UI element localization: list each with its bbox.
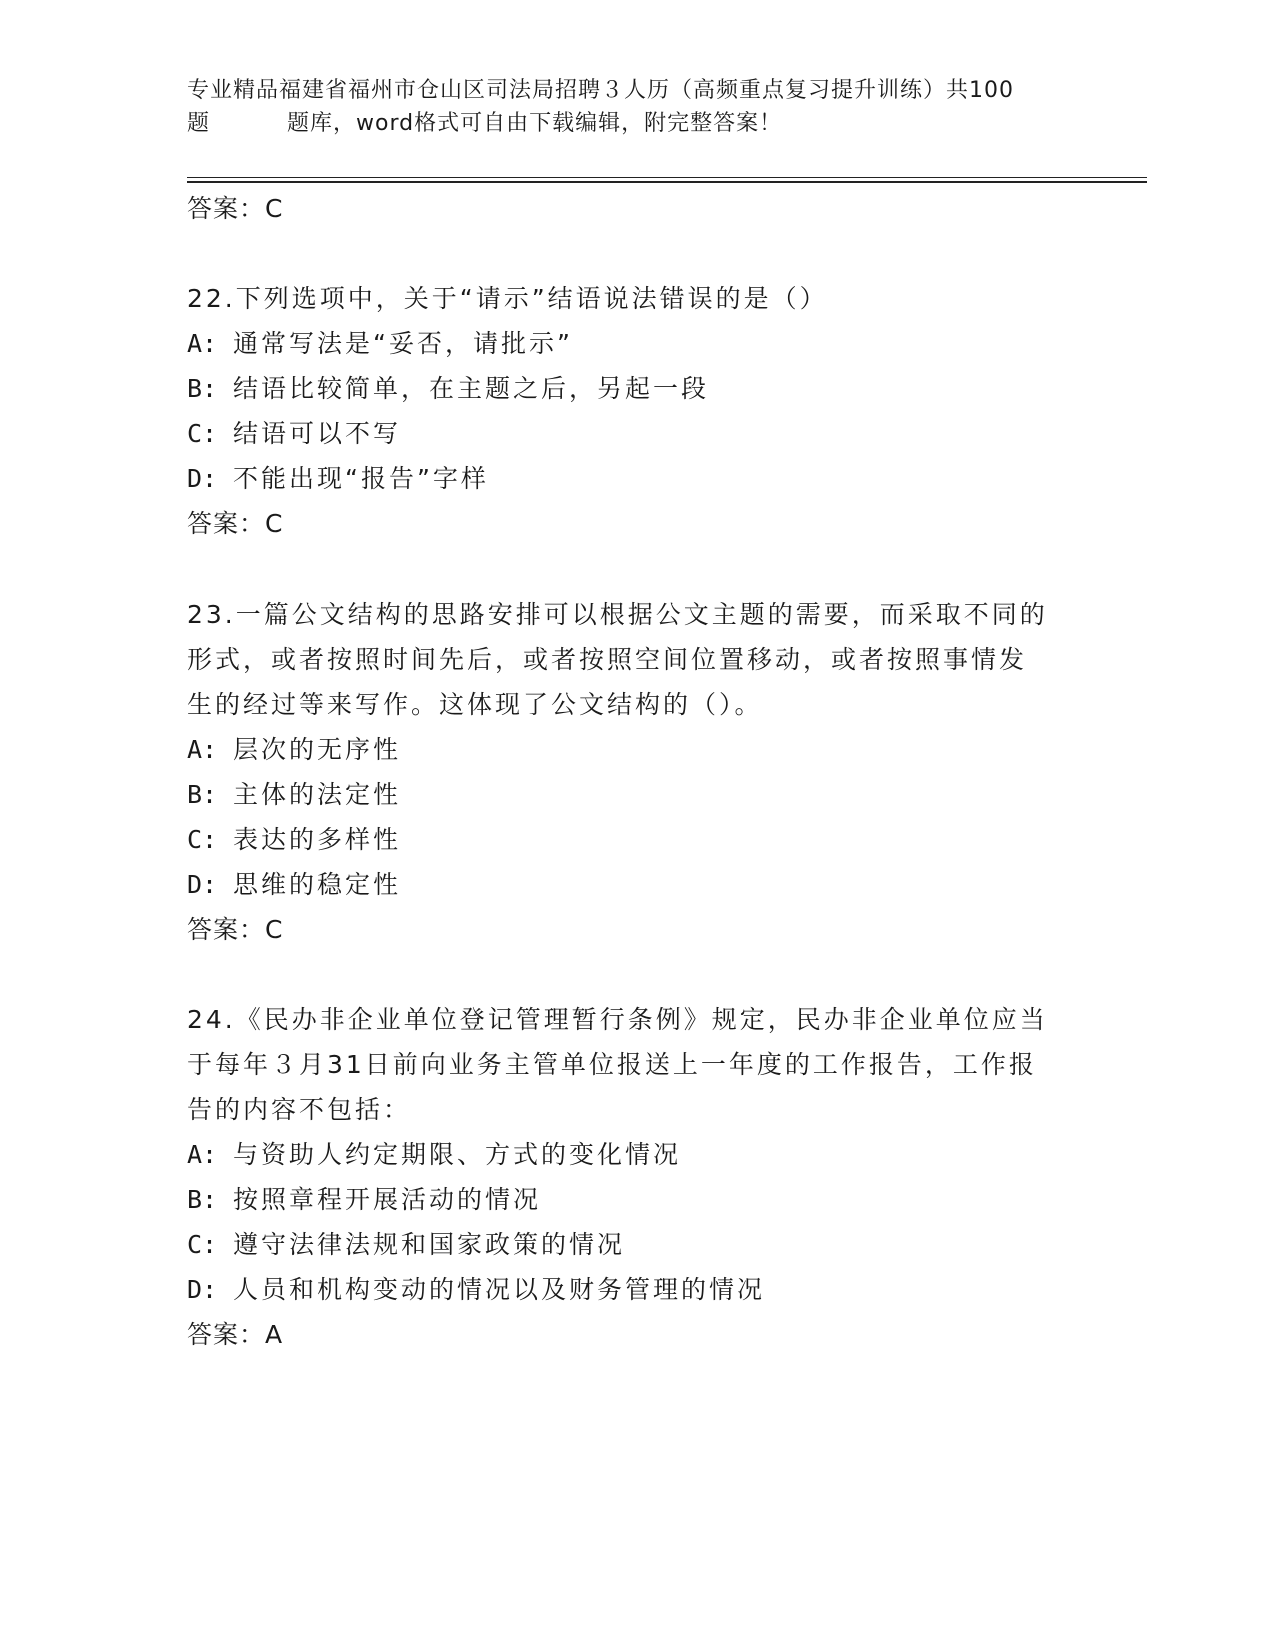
- question-24-option-c: [187, 1230, 625, 1260]
- question-24-option-d: [187, 1275, 765, 1305]
- option-letter: B:: [187, 780, 218, 809]
- question-23-answer: 答案：C: [187, 915, 284, 944]
- question-23-stem-line-1: 23.一篇公文结构的思路安排可以根据公文主题的需要，而采取不同的: [187, 600, 1048, 629]
- option-text: 主体的法定性: [233, 780, 402, 809]
- question-23-stem-line-2: 形式，或者按照时间先后，或者按照空间位置移动，或者按照事情发: [187, 645, 1028, 674]
- option-letter: C:: [187, 419, 218, 448]
- question-22-option-b: [187, 374, 709, 404]
- question-24-answer: 答案：A: [187, 1320, 284, 1349]
- question-23-stem-line-3: 生的经过等来写作。这体现了公文结构的（）。: [187, 690, 763, 719]
- option-text: 遵守法律法规和国家政策的情况: [233, 1230, 626, 1259]
- question-23-option-d: [187, 870, 401, 900]
- page-header: [187, 74, 1107, 140]
- option-text: 层次的无序性: [233, 735, 402, 764]
- question-24-option-a: [187, 1140, 681, 1170]
- option-text: 人员和机构变动的情况以及财务管理的情况: [233, 1275, 766, 1304]
- option-letter: A:: [187, 1140, 218, 1169]
- option-letter: D:: [187, 870, 218, 899]
- option-letter: D:: [187, 1275, 218, 1304]
- question-22-option-a: [187, 329, 573, 359]
- question-23-option-b: [187, 780, 401, 810]
- option-letter: A:: [187, 735, 218, 764]
- option-text: 结语比较简单，在主题之后，另起一段: [233, 374, 710, 403]
- question-22-option-c: [187, 419, 401, 449]
- question-23-option-c: [187, 825, 401, 855]
- question-22-option-d: [187, 464, 489, 494]
- header-rule-thin: [187, 177, 1147, 178]
- option-letter: B:: [187, 1185, 218, 1214]
- question-22-stem: 22.下列选项中，关于“请示”结语说法错误的是（）: [187, 284, 828, 313]
- option-letter: C:: [187, 825, 218, 854]
- header-line-1: 专业精品福建省福州市仓山区司法局招聘３人历（高频重点复习提升训练）共100: [187, 78, 1014, 103]
- header-line-2-left: 题: [187, 111, 211, 136]
- option-text: 不能出现“报告”字样: [233, 464, 489, 493]
- option-text: 思维的稳定性: [233, 870, 402, 899]
- option-letter: D:: [187, 464, 218, 493]
- question-23-option-a: [187, 735, 401, 765]
- option-text: 结语可以不写: [233, 419, 402, 448]
- option-text: 与资助人约定期限、方式的变化情况: [233, 1140, 682, 1169]
- option-text: 按照章程开展活动的情况: [233, 1185, 542, 1214]
- option-letter: A:: [187, 329, 218, 358]
- question-24-option-b: [187, 1185, 541, 1215]
- option-text: 表达的多样性: [233, 825, 402, 854]
- option-text: 通常写法是“妥否，请批示”: [233, 329, 573, 358]
- answer-line-21: 答案：C: [187, 194, 284, 223]
- option-letter: B:: [187, 374, 218, 403]
- question-24-stem-line-1: 24.《民办非企业单位登记管理暂行条例》规定，民办非企业单位应当: [187, 1005, 1048, 1034]
- header-line-2: [187, 107, 1107, 140]
- option-letter: C:: [187, 1230, 218, 1259]
- question-24-stem-line-3: 告的内容不包括：: [187, 1095, 412, 1124]
- question-24-stem-line-2: 于每年３月31日前向业务主管单位报送上一年度的工作报告，工作报: [187, 1050, 1037, 1079]
- question-22-answer: 答案：C: [187, 509, 284, 538]
- header-rule-thick: [187, 181, 1147, 183]
- header-line-2-right: 题库，word格式可自由下载编辑，附完整答案！: [287, 111, 783, 136]
